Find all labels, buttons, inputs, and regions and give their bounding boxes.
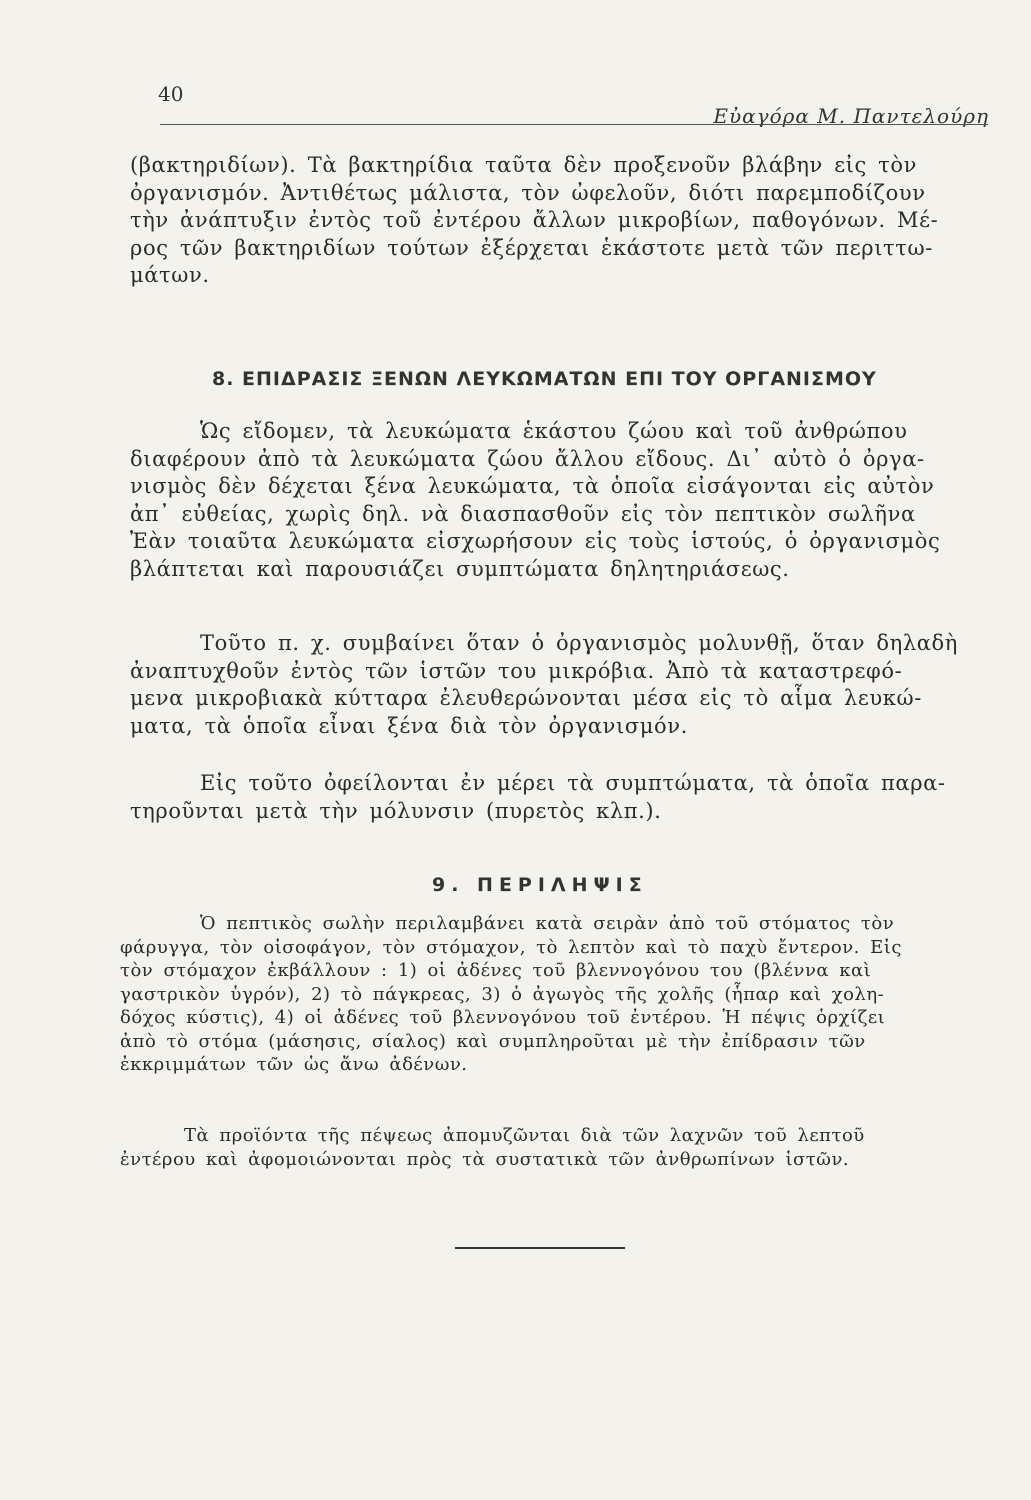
text-line: τὴν ἀνάπτυξιν ἐντὸς τοῦ ἐντέρου ἄλλων μικροβίων, παθογόνων. Μέ- [130, 208, 939, 233]
text-line: Εἰς τοῦτο ὀφείλονται ἐν μέρει τὰ συμπτώματα, τὰ ὁποῖα παρα- [200, 771, 946, 795]
closing-rule [455, 1247, 625, 1249]
text-line: δόχος κύστις), 4) οἱ ἀδένες τοῦ βλεννογόνου τοῦ ἐντέρου. Ἡ πέψις ὁρχίζει [120, 1007, 886, 1028]
running-head-author: Εὐαγόρα Μ. Παντελούρη [713, 104, 989, 128]
text-line: ἀπὸ τὸ στόμα (μάσησις, σίαλος) καὶ συμπληροῦται μὲ τὴν ἐπίδρασιν τῶν [120, 1030, 866, 1052]
text-line: μάτων. [130, 263, 210, 288]
section-8-paragraph-1 [130, 418, 980, 584]
text-line: ἀναπτυχθοῦν ἐντὸς τῶν ἱστῶν του μικρόβια. Ἀπὸ τὰ καταστρεφό- [130, 658, 903, 683]
text-line: νισμὸς δὲν δέχεται ξένα λευκώματα, τὰ ὁποῖα εἰσάγονται εἰς αὐτὸν [130, 474, 935, 499]
text-line: διαφέρουν ἀπὸ τὰ λευκώματα ζώου ἄλλου εἴδους. Δι᾽ αὐτὸ ὁ ὀργα- [130, 446, 925, 471]
intro-paragraph [130, 152, 980, 290]
text-line: βλάπτεται καὶ παρουσιάζει συμπτώματα δηλητηριάσεως. [130, 556, 790, 581]
text-line: (βακτηριδίων). Τὰ βακτηρίδια ταῦτα δὲν προξενοῦν βλάβην εἰς τὸν [130, 153, 917, 177]
text-line: ἐντέρου καὶ ἀφομοιώνονται πρὸς τὰ συστατικὰ τῶν ἀνθρωπίνων ἱστῶν. [120, 1148, 850, 1170]
text-line: Ἐὰν τοιαῦτα λευκώματα εἰσχωρήσουν εἰς τοὺς ἱστούς, ὁ ὀργανισμὸς [130, 529, 941, 554]
section-8-paragraph-2 [130, 630, 980, 740]
text-line: Ὁ πεπτικὸς σωλὴν περιλαμβάνει κατὰ σειρὰν ἀπὸ τοῦ στόματος τὸν [200, 913, 895, 934]
text-line: Ὡς εἴδομεν, τὰ λευκώματα ἑκάστου ζώου καὶ τοῦ ἀνθρώπου [200, 419, 908, 443]
text-line: ματα, τὰ ὁποῖα εἶναι ξένα διὰ τὸν ὀργανισμόν. [130, 713, 688, 738]
section-8-paragraph-3 [130, 770, 980, 825]
text-line: Τοῦτο π. χ. συμβαίνει ὅταν ὁ ὀργανισμὸς μολυνθῇ, ὅταν δηλαδὴ [200, 631, 958, 655]
text-line: μενα μικροβιακὰ κύτταρα ἐλευθερώνονται μέσα εἰς τὸ αἷμα λευκώ- [130, 686, 922, 711]
text-line: Τὰ προϊόντα τῆς πέψεως ἀπομυζῶνται διὰ τῶν λαχνῶν τοῦ λεπτοῦ [184, 1125, 865, 1146]
header-rule [160, 124, 988, 125]
section-9-paragraph-1 [120, 912, 970, 1077]
section-8-heading: 8. ΕΠΙΔΡΑΣΙΣ ΞΕΝΩΝ ΛΕΥΚΩΜΑΤΩΝ ΕΠΙ ΤΟΥ ΟΡΓΑΝΙΣΜΟΥ [212, 368, 877, 390]
text-line: γαστρικὸν ὑγρόν), 2) τὸ πάγκρεας, 3) ὁ ἀγωγὸς τῆς χολῆς (ἧπαρ καὶ χολη- [120, 983, 885, 1005]
text-line: ρος τῶν βακτηριδίων τούτων ἐξέρχεται ἑκάστοτε μετὰ τῶν περιττω- [130, 235, 933, 260]
section-9-heading: 9. ΠΕΡΙΛΗΨΙΣ [432, 874, 648, 896]
text-line: ἐκκριμμάτων τῶν ὡς ἄνω ἀδένων. [120, 1054, 468, 1075]
page-number: 40 [158, 82, 184, 106]
text-line: τηροῦνται μετὰ τὴν μόλυνσιν (πυρετὸς κλπ.). [130, 798, 662, 823]
section-9-paragraph-2 [120, 1124, 970, 1171]
text-line: φάρυγγα, τὸν οἰσοφάγον, τὸν στόμαχον, τὸ λεπτὸν καὶ τὸ παχὺ ἔντερον. Εἰς [120, 936, 902, 958]
text-line: τὸν στόμαχον ἐκβάλλουν : 1) οἱ ἀδένες τοῦ βλεννογόνου του (βλέννα καὶ [120, 960, 872, 981]
text-line: ὀργανισμόν. Ἀντιθέτως μάλιστα, τὸν ὠφελοῦν, διότι παρεμποδίζουν [130, 180, 926, 205]
text-line: ἀπ᾽ εὐθείας, χωρὶς δηλ. νὰ διασπασθοῦν εἰς τὸν πεπτικὸν σωλῆνα [130, 501, 916, 526]
